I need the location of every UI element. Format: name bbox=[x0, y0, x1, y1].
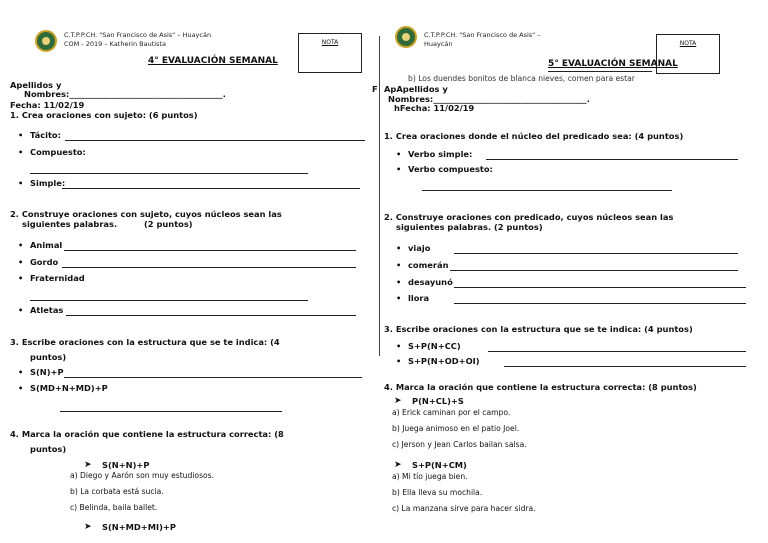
q1-item-verbo-compuesto: • Verbo compuesto: bbox=[408, 164, 493, 174]
option-a[interactable]: a) Mi tío juega bien. bbox=[392, 472, 468, 481]
q2-item-gordo: • Gordo bbox=[30, 257, 58, 267]
arrow-icon: ➤ bbox=[84, 460, 92, 470]
answer-line[interactable] bbox=[454, 303, 746, 304]
q4-structure-2: S+P(N+CM) bbox=[412, 460, 467, 470]
q3-item-2: • S+P(N+OD+OI) bbox=[408, 356, 480, 366]
answer-line[interactable] bbox=[488, 351, 746, 352]
q1-item-simple: • Simple: bbox=[30, 178, 65, 188]
answer-line[interactable] bbox=[504, 366, 746, 367]
answer-line[interactable] bbox=[30, 173, 308, 174]
school-name: C.T.P.P.CH. "San Francisco de Asis" – Huaycán bbox=[64, 31, 212, 39]
answer-line[interactable] bbox=[66, 315, 356, 316]
q3-item-1: • S+P(N+CC) bbox=[408, 341, 461, 351]
left-worksheet bbox=[0, 0, 375, 543]
page-title: 5° EVALUACIÓN SEMANAL bbox=[548, 59, 678, 69]
answer-line[interactable] bbox=[30, 300, 308, 301]
question-2-line2: siguientes palabras. (2 puntos) bbox=[396, 222, 543, 232]
question-4-line1: 4. Marca la oración que contiene la estructura correcta: (8 bbox=[10, 429, 284, 439]
question-2-line1: 2. Construye oraciones con predicado, cuyos núcleos sean las bbox=[384, 212, 674, 222]
answer-line[interactable] bbox=[450, 270, 738, 271]
stray-letter: F bbox=[372, 84, 378, 94]
option-b[interactable]: b) La corbata está sucia. bbox=[70, 487, 164, 496]
question-2-line2: siguientes palabras. bbox=[22, 219, 118, 229]
answer-line[interactable] bbox=[486, 159, 738, 160]
q1-item-tacito: • Tácito: bbox=[30, 130, 61, 140]
bleed-text: b) Los duendes bonitos de blanca nieves, comen para estar bbox=[408, 74, 635, 83]
school-location: Huaycán bbox=[424, 40, 453, 48]
answer-line[interactable] bbox=[62, 188, 360, 189]
answer-line[interactable] bbox=[65, 140, 365, 141]
name-field[interactable]: Nombres:_____________________________________. bbox=[388, 94, 590, 104]
q2-item-desayuno: • desayunó bbox=[408, 277, 453, 287]
q2-item-viajo: • viajo bbox=[408, 243, 430, 253]
answer-line[interactable] bbox=[454, 253, 738, 254]
name-field[interactable]: Nombres:_____________________________________. bbox=[24, 89, 226, 99]
option-c[interactable]: c) Belinda, baila ballet. bbox=[70, 503, 158, 512]
school-logo-icon bbox=[395, 26, 417, 48]
question-1: 1. Crea oraciones donde el núcleo del predicado sea: (4 puntos) bbox=[384, 131, 684, 141]
option-b[interactable]: b) Juega animoso en el patio Joel. bbox=[392, 424, 520, 433]
page-title: 4° EVALUACIÓN SEMANAL bbox=[148, 56, 278, 66]
title-underline bbox=[548, 71, 652, 72]
answer-line[interactable] bbox=[422, 190, 672, 191]
school-logo-icon bbox=[35, 30, 57, 52]
grade-box-label: NOTA bbox=[679, 40, 697, 47]
right-worksheet bbox=[372, 0, 768, 543]
question-4-line2: puntos) bbox=[30, 444, 67, 454]
answer-line[interactable] bbox=[64, 377, 362, 378]
arrow-icon: ➤ bbox=[84, 522, 92, 532]
school-subtitle: COM - 2019 – Katherin Bautista bbox=[64, 40, 166, 48]
answer-line[interactable] bbox=[454, 287, 746, 288]
q2-item-llora: • llora bbox=[408, 293, 429, 303]
surname-label: ApApellidos y bbox=[384, 84, 448, 94]
date-label: Fecha: 11/02/19 bbox=[10, 100, 85, 110]
q3-item-2: • S(MD+N+MD)+P bbox=[30, 383, 108, 393]
date-label: hFecha: 11/02/19 bbox=[394, 103, 475, 113]
question-3: 3. Escribe oraciones con la estructura que se te indica: (4 puntos) bbox=[384, 324, 693, 334]
question-3-line2: puntos) bbox=[30, 352, 67, 362]
question-4: 4. Marca la oración que contiene la estructura correcta: (8 puntos) bbox=[384, 382, 697, 392]
q3-item-1: • S(N)+P bbox=[30, 367, 64, 377]
question-3-line1: 3. Escribe oraciones con la estructura que se te indica: (4 bbox=[10, 337, 280, 347]
grade-box-label: NOTA bbox=[321, 39, 339, 46]
q2-item-comeran: • comerán bbox=[408, 260, 449, 270]
q2-item-animal: • Animal bbox=[30, 240, 62, 250]
question-2-points: (2 puntos) bbox=[144, 219, 193, 229]
option-c[interactable]: c) La manzana sirve para hacer sidra. bbox=[392, 504, 536, 513]
grade-box bbox=[298, 33, 362, 73]
question-2-line1: 2. Construye oraciones con sujeto, cuyos núcleos sean las bbox=[10, 209, 282, 219]
answer-line[interactable] bbox=[62, 267, 356, 268]
q4-structure-1: S(N+N)+P bbox=[102, 460, 150, 470]
surname-label: Apellidos y bbox=[10, 80, 62, 90]
q1-item-compuesto: • Compuesto: bbox=[30, 147, 86, 157]
q4-structure-1: P(N+CL)+S bbox=[412, 396, 464, 406]
q2-item-fraternidad: • Fraternidad bbox=[30, 273, 85, 283]
answer-line[interactable] bbox=[64, 250, 356, 251]
q2-item-atletas: • Atletas bbox=[30, 305, 63, 315]
q1-item-verbo-simple: • Verbo simple: bbox=[408, 149, 472, 159]
option-a[interactable]: a) Diego y Aarón son muy estudiosos. bbox=[70, 471, 215, 480]
arrow-icon: ➤ bbox=[394, 396, 402, 406]
option-c[interactable]: c) Jerson y Jean Carlos bailan salsa. bbox=[392, 440, 527, 449]
option-a[interactable]: a) Erick caminan por el campo. bbox=[392, 408, 511, 417]
arrow-icon: ➤ bbox=[394, 460, 402, 470]
option-b[interactable]: b) Ella lleva su mochila. bbox=[392, 488, 483, 497]
answer-line[interactable] bbox=[60, 411, 282, 412]
question-1: 1. Crea oraciones con sujeto: (6 puntos) bbox=[10, 110, 198, 120]
q4-structure-2: S(N+MD+MI)+P bbox=[102, 522, 176, 532]
school-name: C.T.P.P.CH. "San Francisco de Asis" – bbox=[424, 31, 541, 39]
